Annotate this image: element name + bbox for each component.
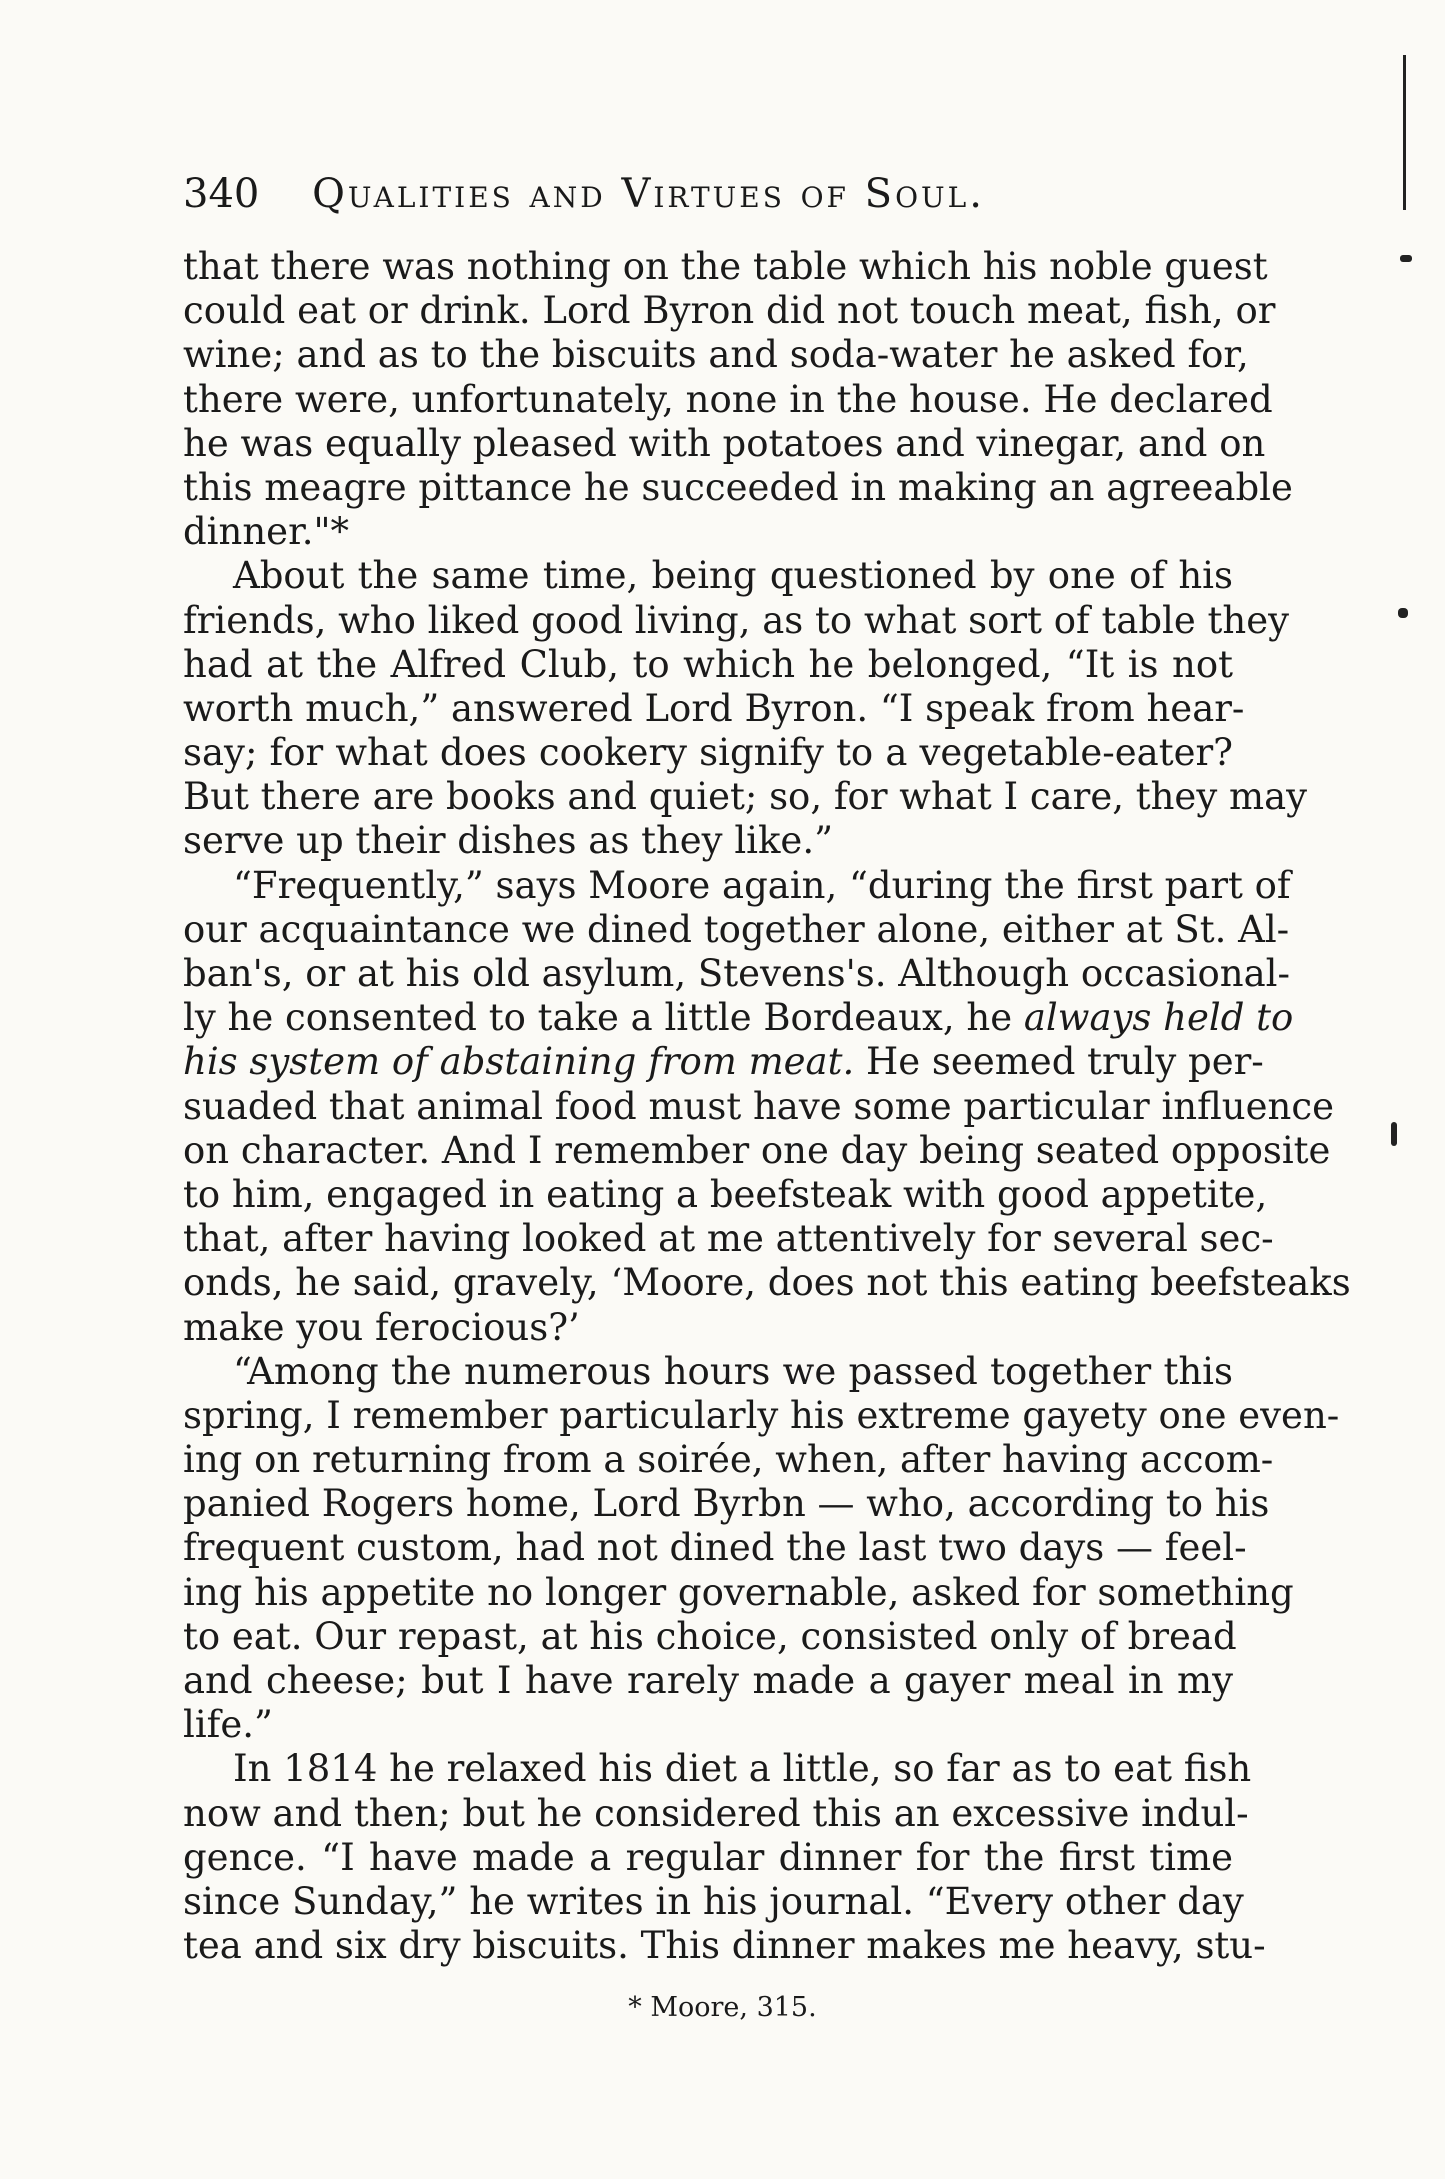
text-line: make you ferocious?’ [183,1305,580,1349]
text-line: serve up their dishes as they like.” [183,819,833,863]
text-line: gence. “I have made a regular dinner for the first time [183,1835,1233,1879]
text-line: worth much,” answered Lord Byron. “I speak from hear- [183,686,1245,730]
text-line: friends, who liked good living, as to what sort of table they [183,598,1290,642]
text-line: now and then; but he considered this an excessive indul- [183,1791,1249,1835]
text-line: on character. And I remember one day being seated opposite [183,1128,1331,1172]
text-line: his system of abstaining from meat. He seemed truly per- [183,1040,1264,1084]
text-line: ly he consented to take a little Bordeaux, he always held to [183,996,1294,1040]
text-line: life.” [183,1703,273,1747]
text-line: to eat. Our repast, at his choice, consisted only of bread [183,1614,1237,1658]
margin-ink-mark [1391,1122,1397,1146]
page-number: 340 [183,171,260,217]
text-line: to him, engaged in eating a beefsteak with good appetite, [183,1172,1268,1216]
text-line: since Sunday,” he writes in his journal. “Every other day [183,1879,1244,1923]
text-line: About the same time, being questioned by one of his [233,554,1233,598]
text-line: “Among the numerous hours we passed together this [233,1349,1233,1393]
text-line: say; for what does cookery signify to a vegetable-eater? [183,731,1233,775]
text-line: In 1814 he relaxed his diet a little, so far as to eat fish [233,1747,1252,1791]
text-line: ban's, or at his old asylum, Stevens's. Although occasional- [183,952,1291,995]
text-line: this meagre pittance he succeeded in making an agreeable [183,465,1293,509]
text-line: onds, he said, gravely, ‘Moore, does not this eating beefsteaks [183,1261,1351,1305]
text-line: and cheese; but I have rarely made a gayer meal in my [183,1659,1233,1702]
text-line: panied Rogers home, Lord Byrbn — who, according to his [183,1482,1270,1526]
italic-emphasis: his system of abstaining from meat. [183,1040,855,1084]
margin-ink-mark [1400,255,1412,262]
running-header [183,168,1233,220]
footnote: * Moore, 315. [628,1992,817,2023]
text-line: there were, unfortunately, none in the house. He declared [183,377,1273,421]
margin-ink-mark [1398,608,1408,618]
text-line: frequent custom, had not dined the last two days — feel- [183,1526,1247,1570]
running-title: Qualities and Virtues of Soul. [312,171,985,217]
text-line: spring, I remember particularly his extreme gayety one even- [183,1393,1340,1437]
text-line: dinner."* [183,510,349,554]
text-line: ing on returning from a soirée, when, after having accom- [183,1438,1274,1482]
text-line: that there was nothing on the table which his noble guest [183,245,1268,288]
text-line: “Frequently,” says Moore again, “during the first part of [233,863,1291,907]
text-line: wine; and as to the biscuits and soda-water he asked for, [183,333,1249,377]
body-text [183,245,1351,1968]
text-line: ing his appetite no longer governable, asked for something [183,1570,1294,1614]
text-line: our acquaintance we dined together alone, either at St. Al- [183,907,1290,951]
text-line: suaded that animal food must have some particular influence [183,1084,1334,1128]
text-line: could eat or drink. Lord Byron did not touch meat, fish, or [183,289,1276,333]
text-line: But there are books and quiet; so, for what I care, they may [183,775,1308,819]
text-line: had at the Alfred Club, to which he belonged, “It is not [183,642,1233,686]
text-line: he was equally pleased with potatoes and vinegar, and on [183,421,1266,465]
margin-rule-mark [1403,55,1406,210]
text-line: tea and six dry biscuits. This dinner makes me heavy, stu- [183,1924,1266,1968]
italic-emphasis: always held to [1023,996,1294,1040]
text-line: that, after having looked at me attentively for several sec- [183,1217,1274,1261]
